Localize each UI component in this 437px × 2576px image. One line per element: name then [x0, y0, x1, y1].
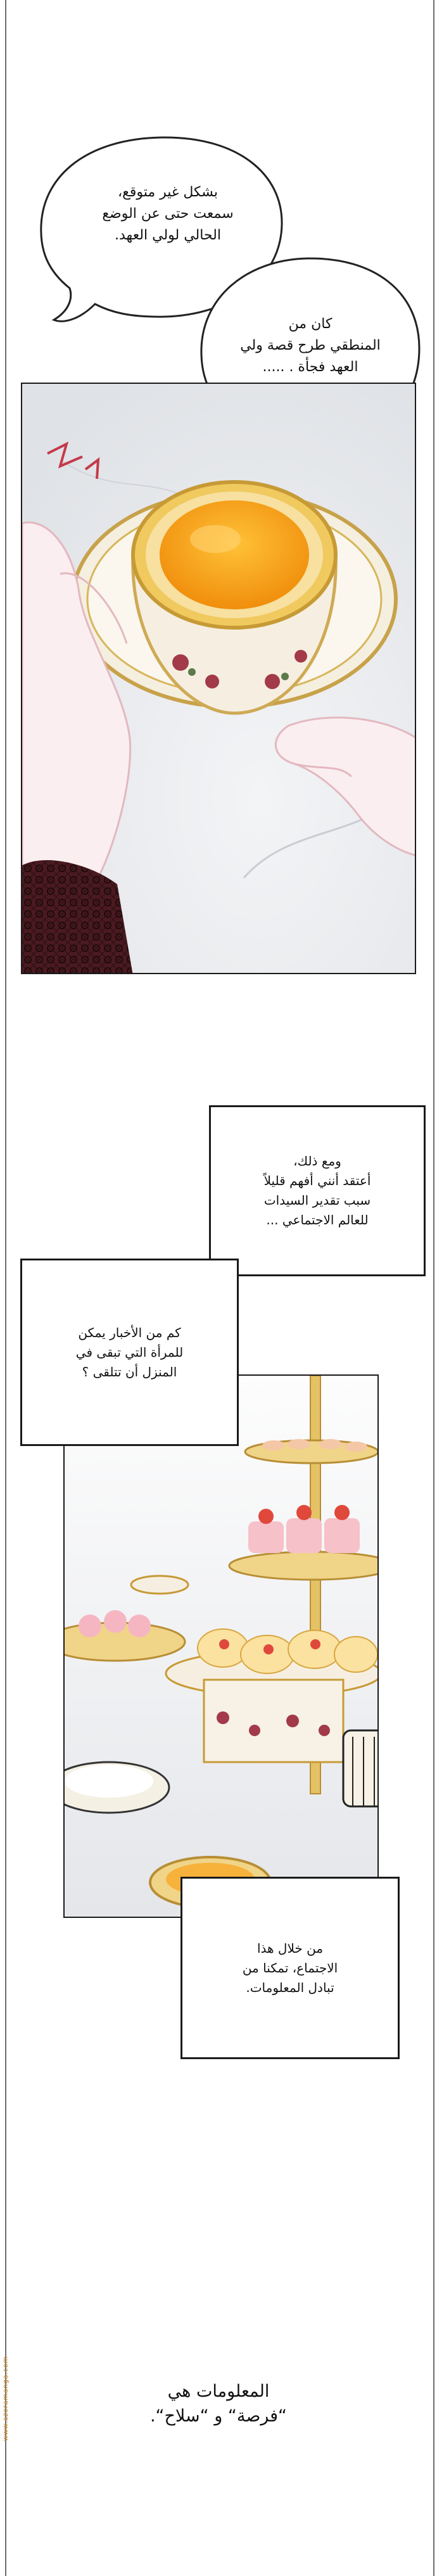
caption-1-line: للعالم الاجتماعي ...: [266, 1212, 369, 1228]
caption-2-line: كم من الأخبار يمكن: [78, 1324, 181, 1340]
site-watermark: www.azoramanga.com: [1, 2356, 10, 2442]
caption-3-line: من خلال هذا: [256, 1940, 324, 1956]
right-edge-line: [433, 0, 434, 2576]
caption-1-line: أعتقد أنني أفهم قليلاً: [263, 1173, 371, 1188]
caption-box-3: [180, 1877, 400, 2059]
caption-box-1: [209, 1105, 426, 1276]
bubble-2-text: [215, 314, 405, 378]
closing-narration: [114, 2379, 323, 2428]
bubble-1-text: [60, 182, 276, 246]
caption-2-line: المنزل أن تتلقى ؟: [82, 1364, 177, 1380]
bubble-2-line: العهد فجأة . .....: [262, 359, 358, 376]
caption-box-2: [20, 1259, 239, 1446]
closing-line: “فرصة“ و “سلاح“.: [149, 2406, 288, 2427]
caption-3-line: الاجتماع، تمكنا من: [242, 1960, 338, 1976]
bubble-1-line: بشكل غير متوقع،: [118, 184, 218, 200]
bubble-1-line: الحالي لولي العهد.: [115, 227, 221, 244]
dessert-table-panel: [63, 1374, 379, 1918]
caption-2-line: للمرأة التي تبقى في: [75, 1344, 184, 1360]
left-edge-line: [5, 0, 6, 2576]
caption-1-line: سبب تقدير السيدات: [263, 1193, 371, 1208]
caption-3-line: تبادل المعلومات.: [246, 1979, 334, 1995]
bubble-1-line: سمعت حتى عن الوضع: [102, 206, 234, 222]
closing-line: المعلومات هي: [167, 2382, 270, 2401]
bubble-2-line: المنطقي طرح قصة ولي: [240, 338, 381, 354]
caption-1-line: ومع ذلك،: [293, 1153, 341, 1169]
teacup-panel: [21, 383, 416, 974]
bubble-2-line: كان من: [288, 316, 332, 332]
